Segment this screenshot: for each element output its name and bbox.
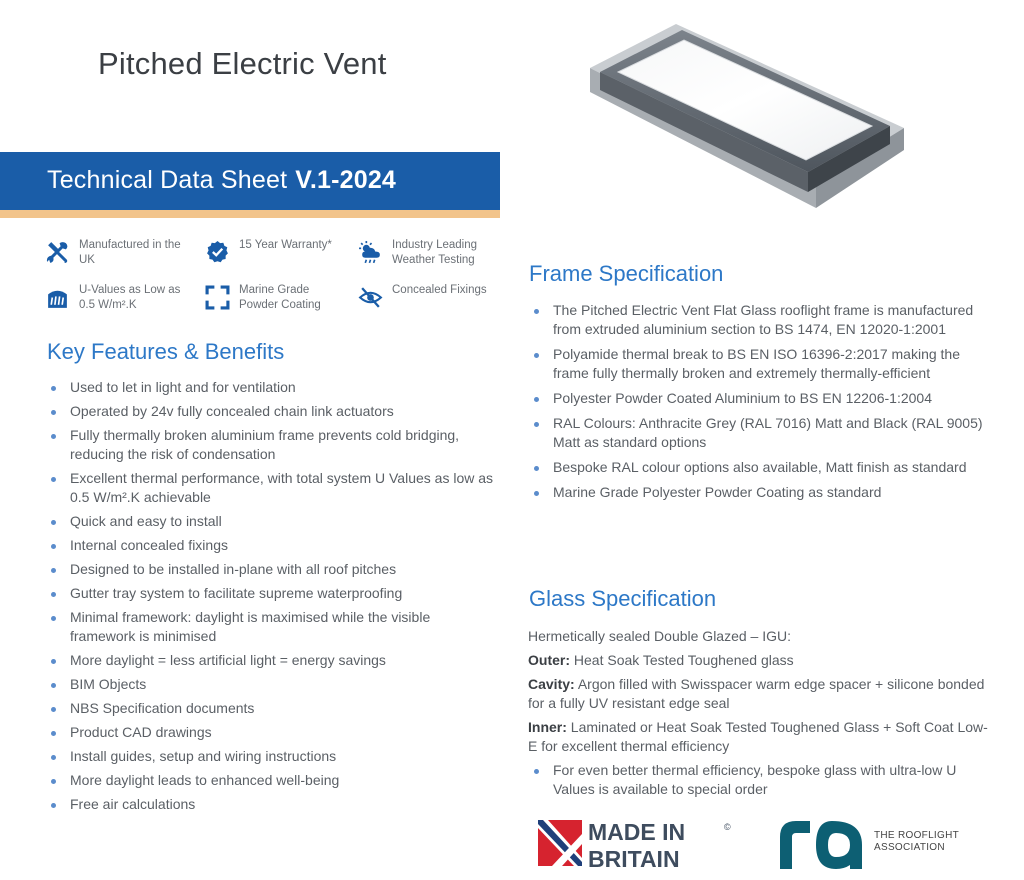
list-item: BIM Objects	[46, 675, 496, 694]
list-item: Polyamide thermal break to BS EN ISO 16396-2:2017 making the frame fully thermally broken and extremely thermally-efficient	[529, 345, 984, 383]
made-in-britain-logo	[538, 818, 738, 875]
list-item: Fully thermally broken aluminium frame prevents cold bridging, reducing the risk of condensation	[46, 426, 496, 464]
feature-icon-item	[205, 283, 344, 313]
glass-inner-label: Inner:	[528, 719, 567, 735]
glass-outer-text: Heat Soak Tested Toughened glass	[573, 652, 794, 668]
ra-text	[874, 830, 959, 854]
list-item: Bespoke RAL colour options also available, Matt finish as standard	[529, 458, 984, 477]
list-item: Free air calculations	[46, 795, 496, 814]
frame-spec-title: Frame Specification	[529, 261, 724, 286]
list-item: Minimal framework: daylight is maximised while the visible framework is minimised	[46, 608, 496, 646]
key-features-title: Key Features & Benefits	[47, 339, 285, 364]
icon-label: U-Values as Low as 0.5 W/m².K	[79, 284, 181, 311]
icon-label: Manufactured in the UK	[79, 239, 181, 266]
feature-icon-item	[358, 238, 497, 268]
ra-line1: THE ROOFLIGHT	[874, 830, 960, 841]
made-in-line1: MADE IN	[588, 819, 686, 845]
feature-icon-item	[45, 238, 184, 268]
ra-line2: ASSOCIATION	[874, 842, 945, 853]
list-item: Polyester Powder Coated Aluminium to BS EN 12206-1:2004	[529, 389, 984, 408]
list-item: Operated by 24v fully concealed chain link actuators	[46, 402, 496, 421]
key-features-list	[46, 378, 496, 819]
glass-outer-label: Outer:	[528, 652, 570, 668]
list-item: Product CAD drawings	[46, 723, 496, 742]
banner-version: V.1-2024	[295, 166, 397, 194]
weather-icon	[358, 240, 383, 265]
rooflight-product-image	[578, 20, 908, 210]
glass-spec-title: Glass Specification	[529, 586, 717, 611]
icon-label: Concealed Fixings	[392, 284, 487, 296]
list-item: Quick and easy to install	[46, 512, 496, 531]
list-item: NBS Specification documents	[46, 699, 496, 718]
made-in-line2: BRITAIN	[588, 846, 680, 870]
list-item: Excellent thermal performance, with total system U Values as low as 0.5 W/m².K achievable	[46, 469, 496, 507]
hidden-eye-icon	[358, 285, 383, 310]
list-item: RAL Colours: Anthracite Grey (RAL 7016) Matt and Black (RAL 9005) Matt as standard options	[529, 414, 984, 452]
page-title: Pitched Electric Vent	[98, 46, 387, 81]
icon-label: 15 Year Warranty*	[239, 239, 332, 251]
warranty-badge-icon	[205, 240, 230, 265]
feature-icon-item	[45, 283, 184, 313]
frame-spec-list	[529, 301, 984, 508]
glass-cavity	[528, 675, 988, 713]
glass-spec-list	[529, 761, 984, 799]
made-in-mark: ©	[724, 822, 731, 832]
banner-label: Technical Data Sheet	[47, 166, 288, 194]
glass-cavity-text: Argon filled with Swisspacer warm edge spacer + silicone bonded for a fully UV resistant edge seal	[528, 676, 985, 711]
glass-intro: Hermetically sealed Double Glazed – IGU:	[528, 628, 792, 644]
banner-accent-stripe	[0, 210, 500, 218]
feature-icon-item	[358, 283, 497, 310]
icon-label: Marine Grade Powder Coating	[239, 284, 321, 311]
list-item: For even better thermal efficiency, bespoke glass with ultra-low U Values is available to special order	[529, 761, 984, 799]
frame-corners-icon	[205, 285, 230, 310]
banner-title	[47, 166, 396, 195]
list-item: Designed to be installed in-plane with all roof pitches	[46, 560, 496, 579]
list-item: Used to let in light and for ventilation	[46, 378, 496, 397]
glass-outer	[528, 651, 988, 670]
rooflight-association-logo	[774, 815, 866, 876]
feature-icon-item	[205, 238, 344, 265]
list-item: Marine Grade Polyester Powder Coating as standard	[529, 483, 984, 502]
list-item: The Pitched Electric Vent Flat Glass rooflight frame is manufactured from extruded aluminium section to BS 1474, EN 12020-1:2001	[529, 301, 984, 339]
tools-icon	[45, 240, 70, 265]
glass-inner-text: Laminated or Heat Soak Tested Toughened Glass + Soft Coat Low-E for excellent thermal efficiency	[528, 719, 988, 754]
glass-inner	[528, 718, 988, 756]
list-item: Gutter tray system to facilitate supreme waterproofing	[46, 584, 496, 603]
u-value-icon	[45, 285, 70, 310]
icon-label: Industry Leading Weather Testing	[392, 239, 478, 266]
list-item: Internal concealed fixings	[46, 536, 496, 555]
list-item: Install guides, setup and wiring instructions	[46, 747, 496, 766]
glass-cavity-label: Cavity:	[528, 676, 575, 692]
list-item: More daylight leads to enhanced well-being	[46, 771, 496, 790]
list-item: More daylight = less artificial light = energy savings	[46, 651, 496, 670]
